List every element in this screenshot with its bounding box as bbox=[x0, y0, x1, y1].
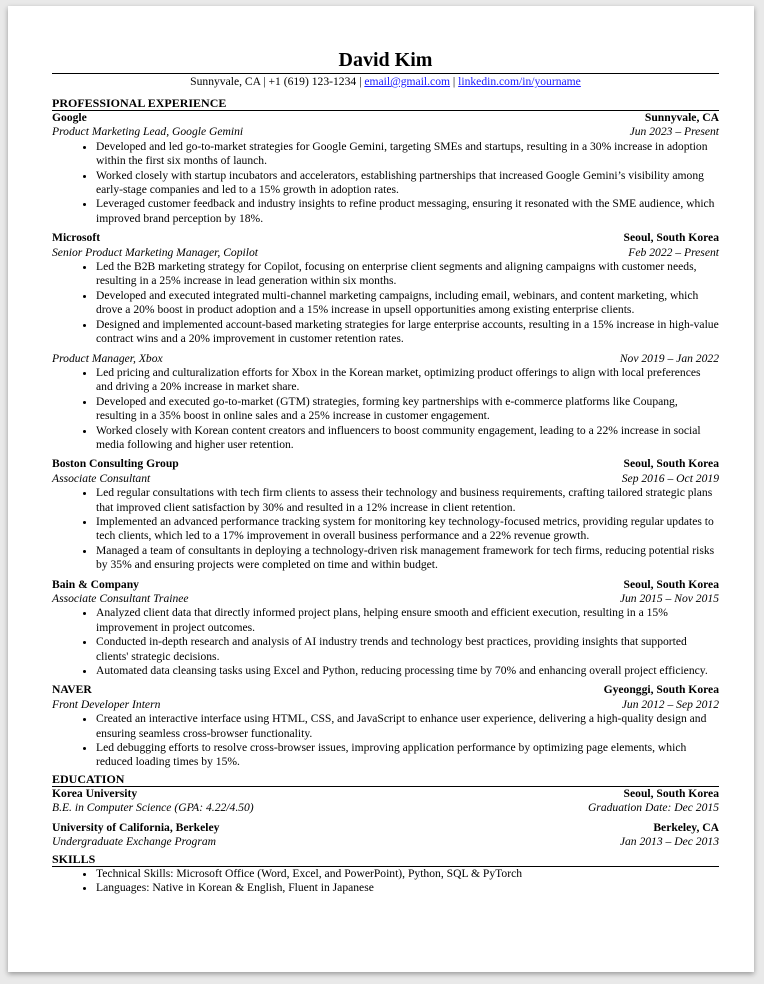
experience-entry-naver bbox=[52, 683, 719, 769]
education-dates: Jan 2013 – Dec 2013 bbox=[619, 835, 719, 849]
role-title: Associate Consultant Trainee bbox=[52, 592, 189, 605]
bullet-item: • Developed and executed go-to-market (GTM) strategies, forming key partnerships with e-commerce platforms like Coupang, resulting in a 35% boost in online sales and a 25% increase in customer engagement. bbox=[96, 395, 719, 424]
school-name: Korea University bbox=[52, 786, 138, 800]
company-location: Seoul, South Korea bbox=[623, 457, 719, 471]
bullet-item: • Led debugging efforts to resolve cross-browser issues, improving application performance by optimizing page elements, which reduced loading times by 15%. bbox=[96, 741, 719, 770]
bullet-list bbox=[52, 260, 719, 346]
school-name: University of California, Berkeley bbox=[52, 820, 220, 834]
skill-item: • Technical Skills: Microsoft Office (Word, Excel, and PowerPoint), Python, SQL & PyTorch bbox=[96, 867, 719, 881]
experience-entry-microsoft bbox=[52, 231, 719, 452]
bullet-item: • Worked closely with Korean content creators and influencers to boost community engagement, leading to a 22% increase in social media following and higher user retention. bbox=[96, 424, 719, 453]
skill-item: • Languages: Native in Korean & English, Fluent in Japanese bbox=[96, 881, 719, 895]
degree: B.E. in Computer Science (GPA: 4.22/4.50) bbox=[52, 801, 254, 815]
education-section bbox=[52, 772, 719, 850]
role-dates: Jun 2012 – Sep 2012 bbox=[621, 697, 719, 711]
bullet-item: • Created an interactive interface using HTML, CSS, and JavaScript to enhance user experience, delivering a high-quality design and ensuring seamless cross-browser functionality. bbox=[96, 712, 719, 741]
company-name: NAVER bbox=[52, 683, 92, 697]
experience-entry-bcg bbox=[52, 457, 719, 572]
company-location: Seoul, South Korea bbox=[623, 577, 719, 591]
bullet-item: • Leveraged customer feedback and industry insights to refine product messaging, ensuring it resonated with the SME audience, which improved brand perception by 18%. bbox=[96, 197, 719, 226]
linkedin-link[interactable]: linkedin.com/in/yourname bbox=[458, 75, 581, 88]
company-name: Google bbox=[52, 111, 87, 124]
company-location: Gyeonggi, South Korea bbox=[603, 683, 719, 697]
contact-line bbox=[52, 73, 719, 89]
education-entry-korea-university bbox=[52, 787, 719, 816]
candidate-name: David Kim bbox=[338, 49, 433, 71]
bullet-item: • Analyzed client data that directly informed project plans, helping ensure smooth and efficient execution, resulting in a 15% improvement in project outcomes. bbox=[96, 606, 719, 635]
school-location: Berkeley, CA bbox=[653, 820, 719, 834]
role-title: Product Marketing Lead, Google Gemini bbox=[52, 125, 244, 139]
company-name: Boston Consulting Group bbox=[52, 457, 179, 471]
role-title: Product Manager, Xbox bbox=[52, 351, 163, 365]
role-title: Senior Product Marketing Manager, Copilot bbox=[52, 245, 258, 259]
skills-title: SKILLS bbox=[52, 852, 719, 867]
bullet-item: • Designed and implemented account-based marketing strategies for large enterprise accounts, resulting in a 15% increase in high-value contract wins and a 20% improvement in customer retention rates. bbox=[96, 318, 719, 347]
bullet-item: • Led the B2B marketing strategy for Copilot, focusing on enterprise client segments and aligning campaigns with customer needs, resulting in a 25% increase in lead generation within six months. bbox=[96, 260, 719, 289]
role-dates: Feb 2022 – Present bbox=[628, 245, 719, 259]
bullet-item: • Led pricing and culturalization efforts for Xbox in the Korean market, optimizing product offerings to align with local preferences and driving a 20% increase in market share. bbox=[96, 366, 719, 395]
company-name: Bain & Company bbox=[52, 577, 139, 591]
resume-page bbox=[8, 6, 754, 972]
bullet-item: • Conducted in-depth research and analysis of AI industry trends and technology best practices, providing insights that supported clients' strategic decisions. bbox=[96, 635, 719, 664]
experience-entry-google bbox=[52, 111, 719, 226]
bullet-list bbox=[52, 486, 719, 572]
role-dates: Nov 2019 – Jan 2022 bbox=[619, 351, 719, 365]
role-dates: Jun 2015 – Nov 2015 bbox=[619, 592, 719, 605]
bullet-list bbox=[52, 366, 719, 452]
bullet-list bbox=[52, 712, 719, 770]
bullet-item: • Automated data cleansing tasks using Excel and Python, reducing processing time by 70% and enhancing overall project efficiency. bbox=[96, 664, 719, 678]
bullet-list bbox=[52, 606, 719, 678]
company-location: Sunnyvale, CA bbox=[644, 111, 719, 124]
education-title: EDUCATION bbox=[52, 772, 719, 787]
company-location: Seoul, South Korea bbox=[623, 231, 719, 245]
education-entry-berkeley bbox=[52, 821, 719, 850]
bullet-item: • Developed and led go-to-market strategies for Google Gemini, targeting SMEs and startups, resulting in a 30% increase in adoption within the first six months of launch. bbox=[96, 140, 719, 169]
experience-title: PROFESSIONAL EXPERIENCE bbox=[52, 96, 719, 111]
bullet-item: • Managed a team of consultants in deploying a technology-driven risk management framework for tech firms, reducing potential risks by 35% and ensuring projects were completed on time and within budget. bbox=[96, 544, 719, 573]
experience-section bbox=[52, 96, 719, 770]
contact-info: Sunnyvale, CA | +1 (619) 123-1234 | bbox=[190, 75, 365, 88]
skills-list bbox=[52, 867, 719, 896]
role-title: Front Developer Intern bbox=[52, 697, 161, 711]
degree: Undergraduate Exchange Program bbox=[52, 835, 216, 849]
contact-separator: | bbox=[450, 75, 459, 88]
skills-section bbox=[52, 852, 719, 896]
bullet-item: • Implemented an advanced performance tracking system for monitoring key technology-focused metrics, providing regular updates to tech clients, which led to a 17% improvement in overall business performance and a 22% revenue growth. bbox=[96, 515, 719, 544]
company-name: Microsoft bbox=[52, 231, 101, 245]
role-dates: Jun 2023 – Present bbox=[629, 125, 719, 139]
experience-entry-bain bbox=[52, 578, 719, 679]
bullet-item: • Worked closely with startup incubators and accelerators, establishing partnerships that increased Google Gemini’s visibility among early-stage companies and led to a 15% growth in adoption rates. bbox=[96, 169, 719, 198]
bullet-item: • Developed and executed integrated multi-channel marketing campaigns, including email, webinars, and content marketing, which drove a 20% boost in product adoption and a 15% increase in upsell opportunities among existing enterprise clients. bbox=[96, 289, 719, 318]
bullet-list bbox=[52, 140, 719, 226]
role-title: Associate Consultant bbox=[52, 471, 151, 485]
education-dates: Graduation Date: Dec 2015 bbox=[587, 801, 719, 815]
role-dates: Sep 2016 – Oct 2019 bbox=[621, 471, 719, 485]
resume-content bbox=[52, 48, 719, 897]
bullet-item: • Led regular consultations with tech firm clients to assess their technology and business requirements, crafting tailored strategic plans that improved client satisfaction by 30% and resulted in a 12% increase in client retention. bbox=[96, 486, 719, 515]
school-location: Seoul, South Korea bbox=[623, 786, 719, 800]
email-link[interactable]: email@gmail.com bbox=[364, 75, 451, 88]
